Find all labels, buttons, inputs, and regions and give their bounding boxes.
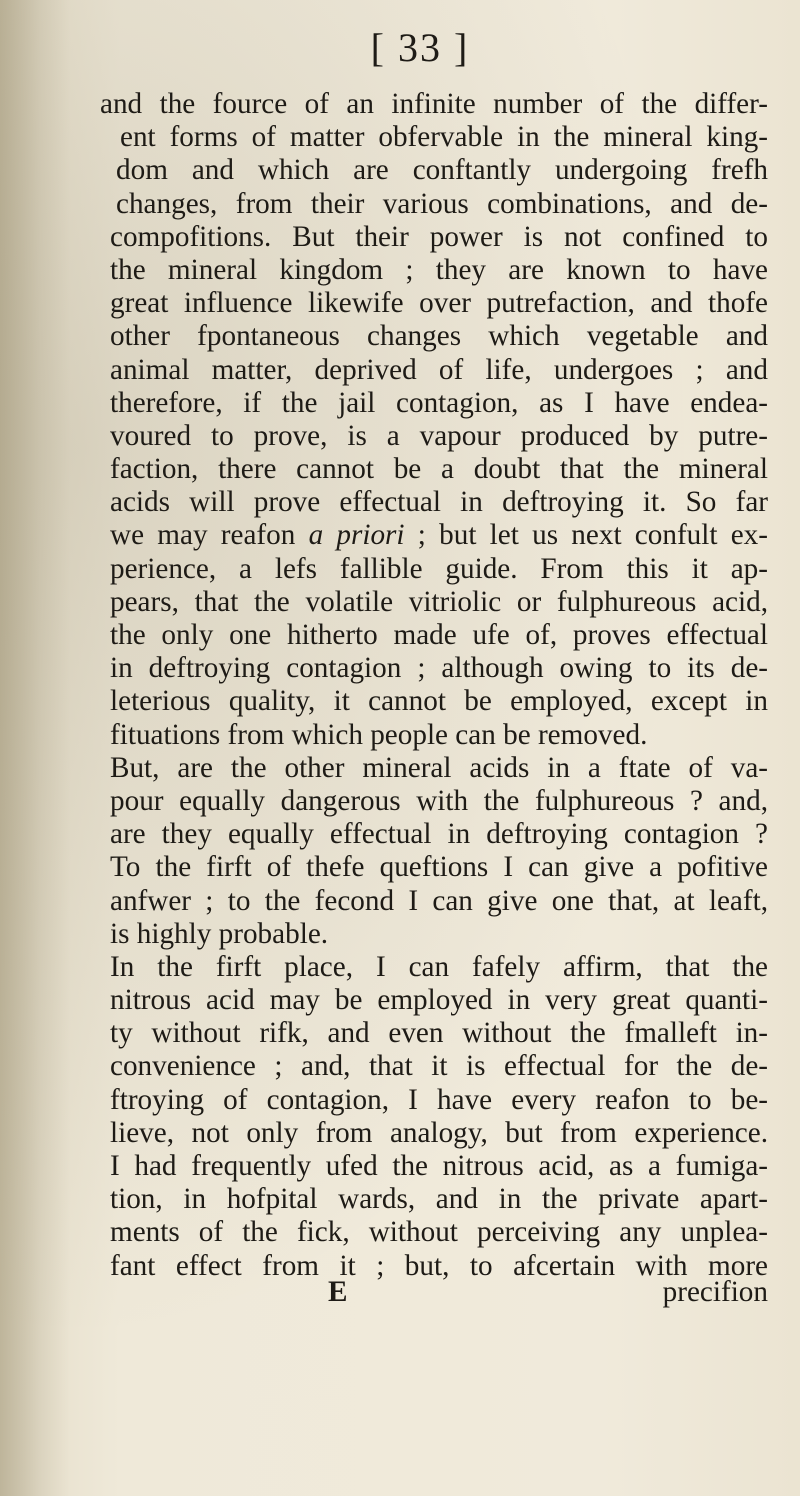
italic-phrase: a priori <box>308 519 405 552</box>
text-line: ent forms of matter obfervable in the mineral king- <box>120 121 768 154</box>
text-line: pears, that the volatile vitriolic or fulphureous acid, <box>110 585 768 618</box>
text-line: therefore, if the jail contagion, as I have endea- <box>110 386 768 419</box>
page-number: [ 33 ] <box>370 25 470 70</box>
binding-shadow <box>0 0 70 1496</box>
text-line: fituations from which people can be removed. <box>110 718 648 751</box>
text-line: To the firft of thefe queftions I can give a pofitive <box>110 851 768 884</box>
text-line: is highly probable. <box>110 917 329 950</box>
text-line: perience, a lefs fallible guide. From this it ap- <box>110 552 768 585</box>
text-line: acids will prove effectual in deftroying it. So far <box>110 486 768 519</box>
page-footer <box>100 1276 768 1310</box>
text-line: anfwer ; to the fecond I can give one that, at leaft, <box>110 884 768 917</box>
text-line: other fpontaneous changes which vegetable and <box>110 320 768 353</box>
text-segment: we may reafon a priori ; but let us next confult ex- <box>110 519 768 552</box>
text-line: In the firft place, I can fafely affirm, that the <box>110 950 768 983</box>
text-line: But, are the other mineral acids in a ftate of va- <box>110 751 768 784</box>
text-line: animal matter, deprived of life, undergoes ; and <box>110 353 768 386</box>
signature-mark: E <box>328 1276 348 1308</box>
text-line: pour equally dangerous with the fulphureous ? and, <box>110 784 768 817</box>
text-line: faction, there cannot be a doubt that the mineral <box>110 453 768 486</box>
text-line: compofitions. But their power is not confined to <box>110 220 768 253</box>
text-line: ty without rifk, and even without the fmalleft in- <box>110 1017 768 1050</box>
text-line: ments of the fick, without perceiving any unplea- <box>110 1216 768 1249</box>
text-line: the mineral kingdom ; they are known to have <box>110 253 768 286</box>
text-line: nitrous acid may be employed in very great quanti- <box>110 984 768 1017</box>
text-line: the only one hitherto made ufe of, proves effectual <box>110 619 768 651</box>
text-line: leterious quality, it cannot be employed, except in <box>110 685 768 718</box>
text-line: changes, from their various combinations, and de- <box>116 187 768 220</box>
text-line: and the fource of an infinite number of the differ- <box>100 88 768 120</box>
text-line: dom and which are conftantly undergoing frefh <box>116 154 768 187</box>
text-line: in deftroying contagion ; although owing to its de- <box>110 652 768 685</box>
text-line: convenience ; and, that it is effectual for the de- <box>110 1050 768 1083</box>
text-line: voured to prove, is a vapour produced by putre- <box>110 419 768 452</box>
text-line: great influence likewife over putrefaction, and thofe <box>110 287 768 320</box>
text-line: tion, in hofpital wards, and in the private apart- <box>110 1183 768 1216</box>
text-line: ftroying of contagion, I have every reafon to be- <box>110 1083 768 1116</box>
text-line: are they equally effectual in deftroying contagion ? <box>110 818 768 851</box>
catchword: precifion <box>662 1276 768 1308</box>
text-line: lieve, not only from analogy, but from experience. <box>110 1116 768 1149</box>
body-text <box>100 88 768 1283</box>
text-line: I had frequently ufed the nitrous acid, as a fumiga- <box>110 1150 768 1182</box>
text-line: fant effect from it ; but, to afcertain with more <box>110 1249 768 1282</box>
text-line <box>100 519 768 552</box>
